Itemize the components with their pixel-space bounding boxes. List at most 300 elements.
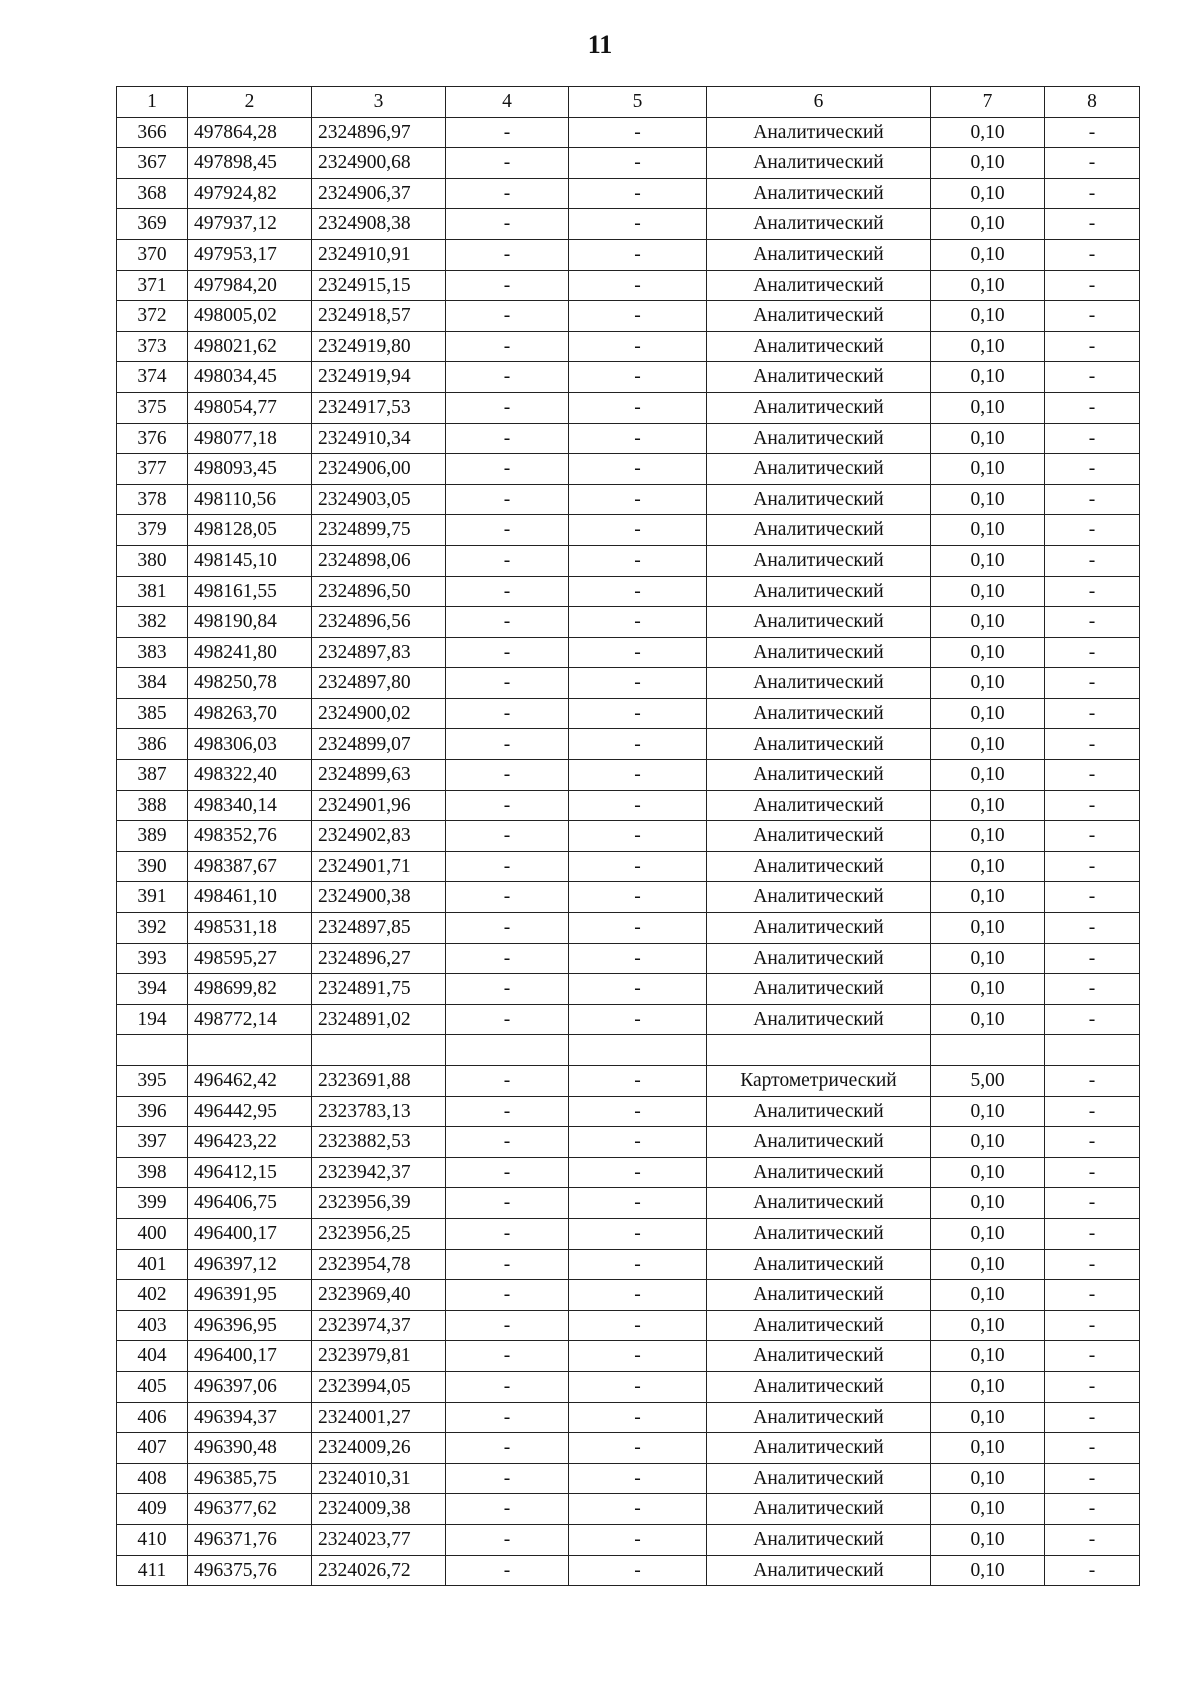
x-coordinate-cell: 496397,06 xyxy=(188,1371,312,1402)
col-8-value-cell: - xyxy=(1045,943,1140,974)
method-cell: Аналитический xyxy=(707,270,931,301)
col-8-value-cell: - xyxy=(1045,698,1140,729)
col-4-value-cell: - xyxy=(446,209,569,240)
x-coordinate-cell: 498263,70 xyxy=(188,698,312,729)
y-coordinate-cell xyxy=(312,1035,446,1066)
x-coordinate-cell: 496397,12 xyxy=(188,1249,312,1280)
point-number-cell: 378 xyxy=(117,484,188,515)
point-number-cell: 401 xyxy=(117,1249,188,1280)
col-4-value-cell: - xyxy=(446,821,569,852)
method-cell: Аналитический xyxy=(707,1280,931,1311)
accuracy-cell: 0,10 xyxy=(931,1127,1045,1158)
table-row xyxy=(117,515,1140,546)
y-coordinate-cell: 2323882,53 xyxy=(312,1127,446,1158)
table-row xyxy=(117,178,1140,209)
method-cell: Аналитический xyxy=(707,637,931,668)
method-cell: Аналитический xyxy=(707,209,931,240)
table-row xyxy=(117,1249,1140,1280)
accuracy-cell: 0,10 xyxy=(931,331,1045,362)
x-coordinate-cell: 498387,67 xyxy=(188,851,312,882)
table-row xyxy=(117,882,1140,913)
point-number-cell: 379 xyxy=(117,515,188,546)
col-5-value-cell: - xyxy=(569,1524,707,1555)
col-5-value-cell: - xyxy=(569,209,707,240)
point-number-cell: 397 xyxy=(117,1127,188,1158)
accuracy-cell: 0,10 xyxy=(931,117,1045,148)
y-coordinate-cell: 2324897,80 xyxy=(312,668,446,699)
coordinates-table xyxy=(116,86,1140,1586)
y-coordinate-cell: 2324902,83 xyxy=(312,821,446,852)
col-4-value-cell: - xyxy=(446,1280,569,1311)
col-8-value-cell: - xyxy=(1045,484,1140,515)
y-coordinate-cell: 2324919,80 xyxy=(312,331,446,362)
col-4-value-cell: - xyxy=(446,913,569,944)
accuracy-cell: 0,10 xyxy=(931,668,1045,699)
y-coordinate-cell: 2324898,06 xyxy=(312,545,446,576)
col-5-value-cell: - xyxy=(569,576,707,607)
point-number-cell: 409 xyxy=(117,1494,188,1525)
accuracy-cell: 0,10 xyxy=(931,1096,1045,1127)
point-number-cell: 372 xyxy=(117,301,188,332)
method-cell: Аналитический xyxy=(707,943,931,974)
point-number-cell: 393 xyxy=(117,943,188,974)
table-row xyxy=(117,1494,1140,1525)
point-number-cell: 375 xyxy=(117,392,188,423)
col-8-value-cell: - xyxy=(1045,1555,1140,1586)
table-row xyxy=(117,1341,1140,1372)
y-coordinate-cell: 2324915,15 xyxy=(312,270,446,301)
accuracy-cell: 0,10 xyxy=(931,484,1045,515)
x-coordinate-cell: 496400,17 xyxy=(188,1341,312,1372)
x-coordinate-cell: 498461,10 xyxy=(188,882,312,913)
col-8-value-cell: - xyxy=(1045,1218,1140,1249)
accuracy-cell: 0,10 xyxy=(931,178,1045,209)
col-5-value-cell: - xyxy=(569,515,707,546)
col-4-value-cell: - xyxy=(446,1218,569,1249)
col-4-value-cell: - xyxy=(446,851,569,882)
table-row xyxy=(117,1066,1140,1097)
col-4-value-cell: - xyxy=(446,1402,569,1433)
col-4-value-cell: - xyxy=(446,1127,569,1158)
table-row xyxy=(117,270,1140,301)
col-4-value-cell: - xyxy=(446,1524,569,1555)
point-number-cell: 394 xyxy=(117,974,188,1005)
accuracy-cell: 0,10 xyxy=(931,637,1045,668)
method-cell: Аналитический xyxy=(707,1157,931,1188)
accuracy-cell: 0,10 xyxy=(931,362,1045,393)
table-row xyxy=(117,209,1140,240)
table-row xyxy=(117,1433,1140,1464)
table-row xyxy=(117,1004,1140,1035)
col-8-value-cell: - xyxy=(1045,1402,1140,1433)
method-cell: Аналитический xyxy=(707,851,931,882)
col-8-value-cell: - xyxy=(1045,1249,1140,1280)
point-number-cell: 396 xyxy=(117,1096,188,1127)
method-cell: Аналитический xyxy=(707,515,931,546)
x-coordinate-cell: 496412,15 xyxy=(188,1157,312,1188)
point-number-cell: 389 xyxy=(117,821,188,852)
col-8-value-cell: - xyxy=(1045,362,1140,393)
point-number-cell: 402 xyxy=(117,1280,188,1311)
point-number-cell: 366 xyxy=(117,117,188,148)
y-coordinate-cell: 2324891,02 xyxy=(312,1004,446,1035)
point-number-cell: 407 xyxy=(117,1433,188,1464)
col-8-value-cell: - xyxy=(1045,790,1140,821)
col-4-value-cell: - xyxy=(446,698,569,729)
col-5-value-cell: - xyxy=(569,1433,707,1464)
table-row xyxy=(117,331,1140,362)
table-row xyxy=(117,545,1140,576)
y-coordinate-cell: 2323691,88 xyxy=(312,1066,446,1097)
y-coordinate-cell: 2324910,34 xyxy=(312,423,446,454)
x-coordinate-cell: 497937,12 xyxy=(188,209,312,240)
col-5-value-cell: - xyxy=(569,729,707,760)
x-coordinate-cell: 498034,45 xyxy=(188,362,312,393)
col-5-value-cell: - xyxy=(569,1402,707,1433)
method-cell: Аналитический xyxy=(707,117,931,148)
col-4-value-cell: - xyxy=(446,1555,569,1586)
method-cell: Аналитический xyxy=(707,454,931,485)
x-coordinate-cell: 498595,27 xyxy=(188,943,312,974)
accuracy-cell: 0,10 xyxy=(931,1433,1045,1464)
col-4-value-cell: - xyxy=(446,148,569,179)
col-5-value-cell: - xyxy=(569,1249,707,1280)
col-4-value-cell: - xyxy=(446,1310,569,1341)
accuracy-cell: 0,10 xyxy=(931,301,1045,332)
y-coordinate-cell: 2324023,77 xyxy=(312,1524,446,1555)
y-coordinate-cell: 2324891,75 xyxy=(312,974,446,1005)
x-coordinate-cell: 496375,76 xyxy=(188,1555,312,1586)
table-row xyxy=(117,1127,1140,1158)
table-header xyxy=(117,87,1140,118)
page-number: 11 xyxy=(587,30,613,59)
x-coordinate-cell: 496406,75 xyxy=(188,1188,312,1219)
col-8-value-cell: - xyxy=(1045,270,1140,301)
point-number-cell: 384 xyxy=(117,668,188,699)
col-5-value-cell: - xyxy=(569,913,707,944)
table-row xyxy=(117,698,1140,729)
point-number-cell: 385 xyxy=(117,698,188,729)
table-row xyxy=(117,1463,1140,1494)
col-5-value-cell: - xyxy=(569,1066,707,1097)
method-cell: Аналитический xyxy=(707,239,931,270)
accuracy-cell: 0,10 xyxy=(931,729,1045,760)
col-8-value-cell: - xyxy=(1045,1096,1140,1127)
method-cell: Картометрический xyxy=(707,1066,931,1097)
col-4-value-cell: - xyxy=(446,1494,569,1525)
point-number-cell: 400 xyxy=(117,1218,188,1249)
col-8-value-cell: - xyxy=(1045,1066,1140,1097)
table-row xyxy=(117,821,1140,852)
table-row xyxy=(117,637,1140,668)
x-coordinate-cell: 498352,76 xyxy=(188,821,312,852)
method-cell: Аналитический xyxy=(707,1341,931,1372)
method-cell: Аналитический xyxy=(707,1524,931,1555)
column-header-6: 6 xyxy=(707,87,931,118)
col-8-value-cell: - xyxy=(1045,913,1140,944)
point-number-cell: 395 xyxy=(117,1066,188,1097)
accuracy-cell: 0,10 xyxy=(931,209,1045,240)
y-coordinate-cell: 2323979,81 xyxy=(312,1341,446,1372)
point-number-cell: 386 xyxy=(117,729,188,760)
col-4-value-cell: - xyxy=(446,1066,569,1097)
col-5-value-cell: - xyxy=(569,974,707,1005)
table-row xyxy=(117,1218,1140,1249)
y-coordinate-cell: 2324910,91 xyxy=(312,239,446,270)
y-coordinate-cell: 2323974,37 xyxy=(312,1310,446,1341)
point-number-cell: 194 xyxy=(117,1004,188,1035)
col-4-value-cell: - xyxy=(446,790,569,821)
method-cell: Аналитический xyxy=(707,790,931,821)
y-coordinate-cell: 2324896,56 xyxy=(312,607,446,638)
col-4-value-cell: - xyxy=(446,117,569,148)
col-8-value-cell: - xyxy=(1045,1280,1140,1311)
y-coordinate-cell: 2324908,38 xyxy=(312,209,446,240)
table-row xyxy=(117,1371,1140,1402)
y-coordinate-cell: 2323994,05 xyxy=(312,1371,446,1402)
x-coordinate-cell: 498241,80 xyxy=(188,637,312,668)
col-8-value-cell: - xyxy=(1045,607,1140,638)
accuracy-cell: 0,10 xyxy=(931,545,1045,576)
method-cell: Аналитический xyxy=(707,392,931,423)
col-4-value-cell: - xyxy=(446,423,569,454)
accuracy-cell: 0,10 xyxy=(931,1157,1045,1188)
table-row xyxy=(117,576,1140,607)
table-row xyxy=(117,1157,1140,1188)
x-coordinate-cell: 496391,95 xyxy=(188,1280,312,1311)
method-cell: Аналитический xyxy=(707,576,931,607)
x-coordinate-cell: 498772,14 xyxy=(188,1004,312,1035)
y-coordinate-cell: 2324901,71 xyxy=(312,851,446,882)
accuracy-cell: 0,10 xyxy=(931,1555,1045,1586)
col-4-value-cell: - xyxy=(446,1341,569,1372)
col-4-value-cell: - xyxy=(446,1004,569,1035)
x-coordinate-cell: 496396,95 xyxy=(188,1310,312,1341)
point-number-cell: 403 xyxy=(117,1310,188,1341)
point-number-cell: 368 xyxy=(117,178,188,209)
col-8-value-cell: - xyxy=(1045,148,1140,179)
table-row xyxy=(117,1555,1140,1586)
point-number-cell: 382 xyxy=(117,607,188,638)
accuracy-cell: 0,10 xyxy=(931,943,1045,974)
y-coordinate-cell: 2324001,27 xyxy=(312,1402,446,1433)
x-coordinate-cell: 498093,45 xyxy=(188,454,312,485)
method-cell: Аналитический xyxy=(707,607,931,638)
y-coordinate-cell: 2324010,31 xyxy=(312,1463,446,1494)
accuracy-cell: 0,10 xyxy=(931,270,1045,301)
accuracy-cell: 5,00 xyxy=(931,1066,1045,1097)
col-4-value-cell: - xyxy=(446,729,569,760)
table-body xyxy=(117,117,1140,1586)
point-number-cell: 381 xyxy=(117,576,188,607)
x-coordinate-cell: 498128,05 xyxy=(188,515,312,546)
accuracy-cell: 0,10 xyxy=(931,1463,1045,1494)
accuracy-cell: 0,10 xyxy=(931,1280,1045,1311)
x-coordinate-cell: 498021,62 xyxy=(188,331,312,362)
table-row xyxy=(117,668,1140,699)
point-number-cell: 374 xyxy=(117,362,188,393)
y-coordinate-cell: 2323942,37 xyxy=(312,1157,446,1188)
col-5-value-cell: - xyxy=(569,423,707,454)
col-8-value-cell: - xyxy=(1045,974,1140,1005)
col-8-value-cell: - xyxy=(1045,545,1140,576)
table-row xyxy=(117,974,1140,1005)
column-header-2: 2 xyxy=(188,87,312,118)
col-4-value-cell: - xyxy=(446,668,569,699)
col-5-value-cell: - xyxy=(569,270,707,301)
col-8-value-cell: - xyxy=(1045,1188,1140,1219)
accuracy-cell: 0,10 xyxy=(931,1310,1045,1341)
y-coordinate-cell: 2324906,37 xyxy=(312,178,446,209)
x-coordinate-cell: 496423,22 xyxy=(188,1127,312,1158)
method-cell: Аналитический xyxy=(707,1371,931,1402)
method-cell: Аналитический xyxy=(707,484,931,515)
accuracy-cell: 0,10 xyxy=(931,1249,1045,1280)
table-row xyxy=(117,913,1140,944)
point-number-cell: 405 xyxy=(117,1371,188,1402)
table-row xyxy=(117,148,1140,179)
y-coordinate-cell: 2324918,57 xyxy=(312,301,446,332)
col-4-value-cell: - xyxy=(446,974,569,1005)
x-coordinate-cell: 498077,18 xyxy=(188,423,312,454)
x-coordinate-cell: 498340,14 xyxy=(188,790,312,821)
accuracy-cell: 0,10 xyxy=(931,1494,1045,1525)
x-coordinate-cell: 498531,18 xyxy=(188,913,312,944)
column-header-3: 3 xyxy=(312,87,446,118)
table-row xyxy=(117,1096,1140,1127)
table-row xyxy=(117,607,1140,638)
accuracy-cell: 0,10 xyxy=(931,1402,1045,1433)
col-8-value-cell: - xyxy=(1045,1341,1140,1372)
table-row xyxy=(117,790,1140,821)
col-8-value-cell: - xyxy=(1045,392,1140,423)
col-4-value-cell: - xyxy=(446,454,569,485)
table-row xyxy=(117,1402,1140,1433)
method-cell: Аналитический xyxy=(707,423,931,454)
method-cell xyxy=(707,1035,931,1066)
col-4-value-cell: - xyxy=(446,301,569,332)
column-header-8: 8 xyxy=(1045,87,1140,118)
x-coordinate-cell: 498145,10 xyxy=(188,545,312,576)
table-row xyxy=(117,1280,1140,1311)
method-cell: Аналитический xyxy=(707,1402,931,1433)
point-number-cell: 373 xyxy=(117,331,188,362)
col-8-value-cell: - xyxy=(1045,760,1140,791)
col-8-value-cell: - xyxy=(1045,1524,1140,1555)
table-row xyxy=(117,484,1140,515)
y-coordinate-cell: 2324906,00 xyxy=(312,454,446,485)
accuracy-cell: 0,10 xyxy=(931,515,1045,546)
y-coordinate-cell: 2323956,39 xyxy=(312,1188,446,1219)
col-5-value-cell: - xyxy=(569,668,707,699)
col-5-value-cell: - xyxy=(569,790,707,821)
accuracy-cell: 0,10 xyxy=(931,1004,1045,1035)
y-coordinate-cell: 2324009,38 xyxy=(312,1494,446,1525)
accuracy-cell: 0,10 xyxy=(931,1188,1045,1219)
accuracy-cell: 0,10 xyxy=(931,1341,1045,1372)
accuracy-cell: 0,10 xyxy=(931,851,1045,882)
point-number-cell: 410 xyxy=(117,1524,188,1555)
col-4-value-cell: - xyxy=(446,1463,569,1494)
col-5-value-cell: - xyxy=(569,1371,707,1402)
point-number-cell: 377 xyxy=(117,454,188,485)
col-5-value-cell: - xyxy=(569,362,707,393)
column-header-4: 4 xyxy=(446,87,569,118)
x-coordinate-cell: 498306,03 xyxy=(188,729,312,760)
y-coordinate-cell: 2324903,05 xyxy=(312,484,446,515)
accuracy-cell: 0,10 xyxy=(931,423,1045,454)
col-8-value-cell: - xyxy=(1045,301,1140,332)
method-cell: Аналитический xyxy=(707,1249,931,1280)
x-coordinate-cell: 496462,42 xyxy=(188,1066,312,1097)
x-coordinate-cell xyxy=(188,1035,312,1066)
column-header-7: 7 xyxy=(931,87,1045,118)
col-8-value-cell: - xyxy=(1045,1004,1140,1035)
y-coordinate-cell: 2324897,83 xyxy=(312,637,446,668)
accuracy-cell: 0,10 xyxy=(931,454,1045,485)
col-5-value-cell: - xyxy=(569,1555,707,1586)
col-5-value-cell: - xyxy=(569,178,707,209)
y-coordinate-cell: 2324009,26 xyxy=(312,1433,446,1464)
table-row xyxy=(117,851,1140,882)
col-5-value-cell: - xyxy=(569,851,707,882)
method-cell: Аналитический xyxy=(707,1310,931,1341)
point-number-cell: 383 xyxy=(117,637,188,668)
method-cell: Аналитический xyxy=(707,1463,931,1494)
col-5-value-cell: - xyxy=(569,1004,707,1035)
col-8-value-cell xyxy=(1045,1035,1140,1066)
accuracy-cell: 0,10 xyxy=(931,1524,1045,1555)
col-5-value-cell: - xyxy=(569,301,707,332)
col-8-value-cell: - xyxy=(1045,668,1140,699)
accuracy-cell: 0,10 xyxy=(931,760,1045,791)
method-cell: Аналитический xyxy=(707,301,931,332)
point-number-cell: 391 xyxy=(117,882,188,913)
x-coordinate-cell: 498110,56 xyxy=(188,484,312,515)
col-4-value-cell: - xyxy=(446,1249,569,1280)
y-coordinate-cell: 2323956,25 xyxy=(312,1218,446,1249)
method-cell: Аналитический xyxy=(707,178,931,209)
col-8-value-cell: - xyxy=(1045,239,1140,270)
x-coordinate-cell: 497953,17 xyxy=(188,239,312,270)
method-cell: Аналитический xyxy=(707,1218,931,1249)
col-4-value-cell: - xyxy=(446,1157,569,1188)
accuracy-cell: 0,10 xyxy=(931,1371,1045,1402)
x-coordinate-cell: 496442,95 xyxy=(188,1096,312,1127)
col-5-value-cell: - xyxy=(569,331,707,362)
point-number-cell: 370 xyxy=(117,239,188,270)
y-coordinate-cell: 2324896,50 xyxy=(312,576,446,607)
method-cell: Аналитический xyxy=(707,1127,931,1158)
col-5-value-cell: - xyxy=(569,698,707,729)
col-8-value-cell: - xyxy=(1045,515,1140,546)
table-row xyxy=(117,729,1140,760)
method-cell: Аналитический xyxy=(707,882,931,913)
col-4-value-cell: - xyxy=(446,392,569,423)
method-cell: Аналитический xyxy=(707,760,931,791)
y-coordinate-cell: 2324897,85 xyxy=(312,913,446,944)
x-coordinate-cell: 498054,77 xyxy=(188,392,312,423)
col-8-value-cell: - xyxy=(1045,1494,1140,1525)
method-cell: Аналитический xyxy=(707,362,931,393)
method-cell: Аналитический xyxy=(707,1555,931,1586)
table-row xyxy=(117,1524,1140,1555)
x-coordinate-cell: 497898,45 xyxy=(188,148,312,179)
point-number-cell: 388 xyxy=(117,790,188,821)
col-5-value-cell: - xyxy=(569,1310,707,1341)
x-coordinate-cell: 498699,82 xyxy=(188,974,312,1005)
x-coordinate-cell: 496400,17 xyxy=(188,1218,312,1249)
